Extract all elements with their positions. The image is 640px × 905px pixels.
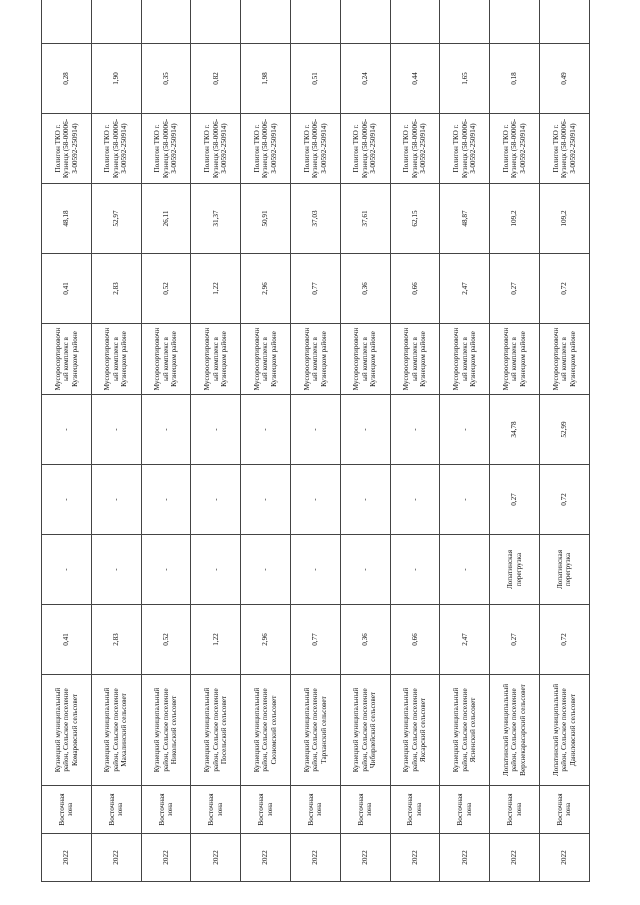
cell-year: 2022 [91, 834, 141, 882]
cell-proc-volume: 0,66 [390, 254, 440, 324]
cell-proc-volume: 0,77 [290, 254, 340, 324]
cell-volume: 0,27 [490, 605, 540, 675]
cell-processing: Мусоросортировочный комплекс в Кузнецком районе [290, 324, 340, 395]
cell-year: 2022 [141, 834, 191, 882]
cell-zone: Восточная зона [539, 786, 589, 834]
cell-proc-distance: 48,18 [42, 184, 92, 254]
cell-volume: 2,83 [91, 605, 141, 675]
cell-disp-volume: 0,51 [290, 44, 340, 114]
cell-year: 2022 [191, 834, 241, 882]
cell-proc-volume: 1,22 [191, 254, 241, 324]
cell-processing: Мусоросортировочный комплекс в Кузнецком районе [340, 324, 390, 395]
cell-disp-volume: 1,90 [91, 44, 141, 114]
cell-disp-volume: 1,98 [241, 44, 291, 114]
cell-disp-extra [290, 0, 340, 44]
cell-proc-distance: 62,15 [390, 184, 440, 254]
cell-disp-volume: 0,24 [340, 44, 390, 114]
cell-processing: Мусоросортировочный комплекс в Кузнецком районе [440, 324, 490, 395]
waste-flow-table [41, 0, 590, 882]
cell-disposal: Полигон ТКО г. Кузнецк (58-00006-З-00592-250914) [191, 114, 241, 184]
cell-volume: 2,96 [241, 605, 291, 675]
cell-processing: Мусоросортировочный комплекс в Кузнецком районе [539, 324, 589, 395]
cell-transfer-name: - [290, 535, 340, 605]
cell-processing: Мусоросортировочный комплекс в Кузнецком районе [42, 324, 92, 395]
cell-disposal: Полигон ТКО г. Кузнецк (58-00006-З-00592-250914) [141, 114, 191, 184]
cell-disp-volume: 0,82 [191, 44, 241, 114]
cell-transfer-name: - [390, 535, 440, 605]
cell-disposal: Полигон ТКО г. Кузнецк (58-00006-З-00592-250914) [91, 114, 141, 184]
cell-transfer-distance: - [42, 395, 92, 465]
cell-zone: Восточная зона [490, 786, 540, 834]
cell-disp-extra [340, 0, 390, 44]
cell-transfer-name: - [191, 535, 241, 605]
cell-transfer-volume: - [241, 465, 291, 535]
cell-processing: Мусоросортировочный комплекс в Кузнецком районе [241, 324, 291, 395]
cell-transfer-name: - [91, 535, 141, 605]
cell-volume: 2,47 [440, 605, 490, 675]
cell-disposal: Полигон ТКО г. Кузнецк (58-00006-З-00592-250914) [539, 114, 589, 184]
cell-year: 2022 [290, 834, 340, 882]
cell-transfer-volume: - [141, 465, 191, 535]
cell-transfer-volume: - [290, 465, 340, 535]
cell-transfer-volume: - [390, 465, 440, 535]
cell-proc-volume: 2,96 [241, 254, 291, 324]
cell-transfer-volume: - [191, 465, 241, 535]
table-row [539, 0, 589, 882]
cell-processing: Мусоросортировочный комплекс в Кузнецком районе [390, 324, 440, 395]
table-body [42, 0, 590, 882]
table-row [241, 0, 291, 882]
cell-transfer-distance: - [390, 395, 440, 465]
cell-transfer-distance: - [141, 395, 191, 465]
cell-disp-extra [390, 0, 440, 44]
cell-proc-distance: 26,11 [141, 184, 191, 254]
cell-zone: Восточная зона [390, 786, 440, 834]
cell-transfer-name: - [440, 535, 490, 605]
cell-zone: Восточная зона [440, 786, 490, 834]
cell-zone: Восточная зона [241, 786, 291, 834]
cell-proc-volume: 2,83 [91, 254, 141, 324]
table-row [490, 0, 540, 882]
cell-transfer-distance: - [440, 395, 490, 465]
cell-transfer-volume: 0,72 [539, 465, 589, 535]
cell-transfer-distance: - [191, 395, 241, 465]
cell-processing: Мусоросортировочный комплекс в Кузнецком районе [191, 324, 241, 395]
table-row [390, 0, 440, 882]
cell-transfer-volume: - [42, 465, 92, 535]
cell-proc-volume: 0,41 [42, 254, 92, 324]
cell-transfer-volume: - [91, 465, 141, 535]
cell-disposal: Полигон ТКО г. Кузнецк (58-00006-З-00592-250914) [290, 114, 340, 184]
cell-municipality: Кузнецкий муниципальный район, Сельское поселение Чибирлейский сельсовет [340, 675, 390, 786]
cell-transfer-volume: 0,27 [490, 465, 540, 535]
cell-zone: Восточная зона [42, 786, 92, 834]
cell-municipality: Кузнецкий муниципальный район, Сельское поселение Ясненский сельсовет [440, 675, 490, 786]
cell-processing: Мусоросортировочный комплекс в Кузнецком районе [490, 324, 540, 395]
cell-disp-extra [42, 0, 92, 44]
cell-disposal: Полигон ТКО г. Кузнецк (58-00006-З-00592-250914) [390, 114, 440, 184]
cell-year: 2022 [42, 834, 92, 882]
cell-proc-distance: 37,03 [290, 184, 340, 254]
cell-proc-distance: 52,97 [91, 184, 141, 254]
cell-disp-extra [141, 0, 191, 44]
cell-disp-extra [241, 0, 291, 44]
cell-zone: Восточная зона [290, 786, 340, 834]
cell-processing: Мусоросортировочный комплекс в Кузнецком районе [141, 324, 191, 395]
cell-disp-volume: 1,65 [440, 44, 490, 114]
cell-municipality: Кузнецкий муниципальный район, Сельское поселение Комаровский сельсовет [42, 675, 92, 786]
cell-volume: 1,22 [191, 605, 241, 675]
cell-transfer-name: - [141, 535, 191, 605]
cell-disp-extra [440, 0, 490, 44]
cell-municipality: Кузнецкий муниципальный район, Сельское поселение Яксарский сельсовет [390, 675, 440, 786]
cell-disp-volume: 0,49 [539, 44, 589, 114]
cell-year: 2022 [390, 834, 440, 882]
cell-disp-extra [539, 0, 589, 44]
cell-transfer-name: Лопатинская перегрузка [490, 535, 540, 605]
cell-disposal: Полигон ТКО г. Кузнецк (58-00006-З-00592-250914) [490, 114, 540, 184]
cell-municipality: Кузнецкий муниципальный район, Сельское поселение Махалинский сельсовет [91, 675, 141, 786]
cell-volume: 0,36 [340, 605, 390, 675]
cell-transfer-volume: - [340, 465, 390, 535]
cell-zone: Восточная зона [340, 786, 390, 834]
cell-year: 2022 [490, 834, 540, 882]
cell-transfer-distance: 52,99 [539, 395, 589, 465]
cell-transfer-name: Лопатинская перегрузка [539, 535, 589, 605]
cell-proc-volume: 2,47 [440, 254, 490, 324]
cell-transfer-distance: 34,78 [490, 395, 540, 465]
cell-proc-distance: 50,91 [241, 184, 291, 254]
cell-proc-distance: 48,87 [440, 184, 490, 254]
cell-year: 2022 [440, 834, 490, 882]
cell-proc-distance: 109,2 [490, 184, 540, 254]
cell-zone: Восточная зона [141, 786, 191, 834]
cell-disp-extra [191, 0, 241, 44]
cell-year: 2022 [539, 834, 589, 882]
cell-disposal: Полигон ТКО г. Кузнецк (58-00006-З-00592-250914) [440, 114, 490, 184]
cell-proc-distance: 37,61 [340, 184, 390, 254]
table-row [91, 0, 141, 882]
cell-proc-distance: 109,2 [539, 184, 589, 254]
cell-year: 2022 [241, 834, 291, 882]
cell-disposal: Полигон ТКО г. Кузнецк (58-00006-З-00592-250914) [42, 114, 92, 184]
cell-municipality: Кузнецкий муниципальный район, Сельское поселение Сюзюмский сельсовет [241, 675, 291, 786]
table-row [440, 0, 490, 882]
table-row [290, 0, 340, 882]
cell-zone: Восточная зона [91, 786, 141, 834]
cell-proc-volume: 0,52 [141, 254, 191, 324]
cell-proc-volume: 0,72 [539, 254, 589, 324]
cell-disp-volume: 0,18 [490, 44, 540, 114]
cell-transfer-distance: - [340, 395, 390, 465]
cell-volume: 0,72 [539, 605, 589, 675]
cell-transfer-name: - [42, 535, 92, 605]
cell-volume: 0,77 [290, 605, 340, 675]
cell-disp-volume: 0,35 [141, 44, 191, 114]
cell-disp-extra [490, 0, 540, 44]
cell-municipality: Кузнецкий муниципальный район, Сельское поселение Посельский сельсовет [191, 675, 241, 786]
cell-proc-distance: 31,37 [191, 184, 241, 254]
cell-transfer-name: - [340, 535, 390, 605]
cell-year: 2022 [340, 834, 390, 882]
table-row [340, 0, 390, 882]
cell-disp-volume: 0,28 [42, 44, 92, 114]
cell-transfer-distance: - [91, 395, 141, 465]
cell-disposal: Полигон ТКО г. Кузнецк (58-00006-З-00592-250914) [340, 114, 390, 184]
cell-proc-volume: 0,36 [340, 254, 390, 324]
cell-disposal: Полигон ТКО г. Кузнецк (58-00006-З-00592-250914) [241, 114, 291, 184]
cell-transfer-distance: - [241, 395, 291, 465]
table-row [42, 0, 92, 882]
cell-processing: Мусоросортировочный комплекс в Кузнецком районе [91, 324, 141, 395]
cell-municipality: Кузнецкий муниципальный район, Сельское поселение Никольский сельсовет [141, 675, 191, 786]
cell-disp-extra [91, 0, 141, 44]
cell-disp-volume: 0,44 [390, 44, 440, 114]
table-row [191, 0, 241, 882]
cell-municipality: Лопатинский муниципальный район, Сельское поселение Даниловский сельсовет [539, 675, 589, 786]
cell-volume: 0,52 [141, 605, 191, 675]
cell-municipality: Кузнецкий муниципальный район, Сельское поселение Тарханский сельсовет [290, 675, 340, 786]
cell-transfer-volume: - [440, 465, 490, 535]
cell-zone: Восточная зона [191, 786, 241, 834]
cell-volume: 0,66 [390, 605, 440, 675]
cell-transfer-distance: - [290, 395, 340, 465]
cell-municipality: Лопатинский муниципальный район, Сельское поселение Верхнекарасарский сельсовет [490, 675, 540, 786]
cell-proc-volume: 0,27 [490, 254, 540, 324]
cell-transfer-name: - [241, 535, 291, 605]
table-row [141, 0, 191, 882]
cell-volume: 0,41 [42, 605, 92, 675]
